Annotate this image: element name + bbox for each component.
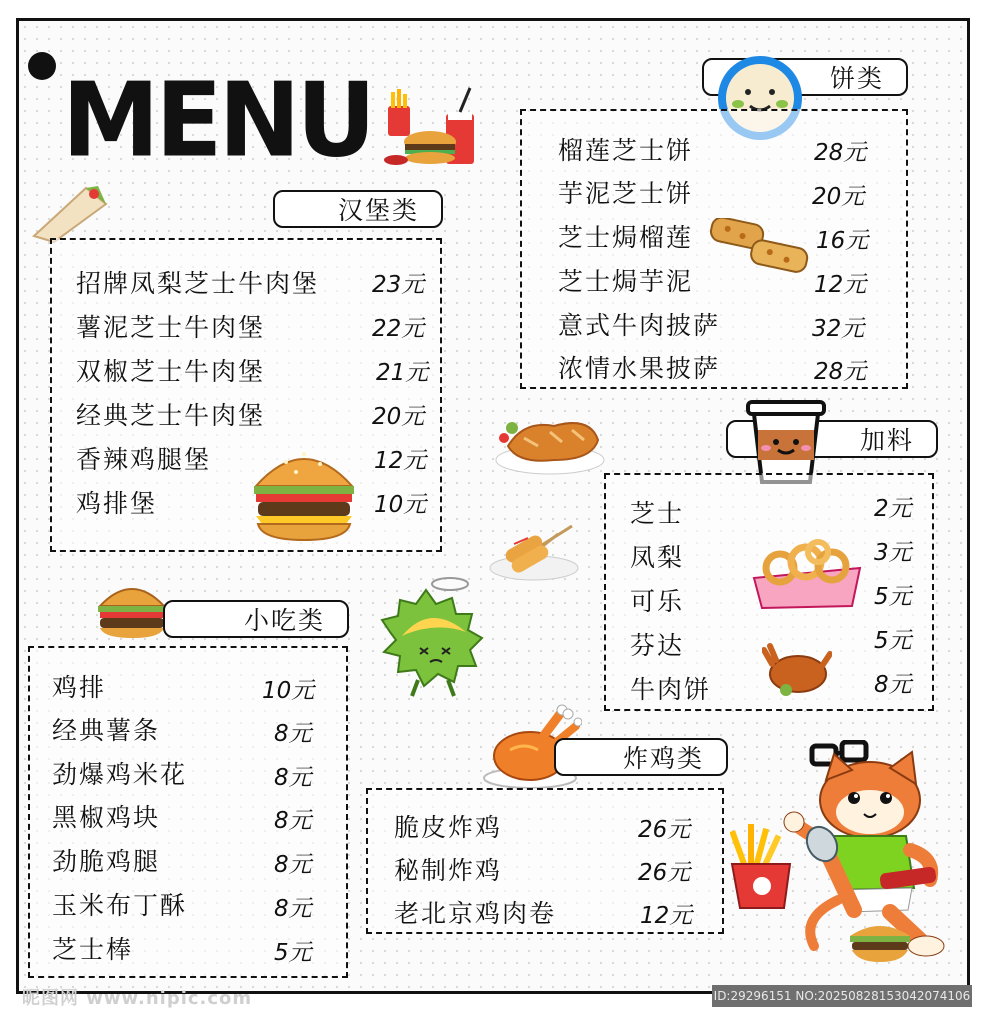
snacks-section-label: 小吃类 — [243, 606, 325, 635]
list-item: 鸡排 — [52, 673, 107, 702]
list-item: 芝士 — [630, 499, 685, 528]
list-item: 浓情水果披萨 — [558, 354, 721, 383]
item-price: 26元 — [638, 860, 691, 886]
extras-section-label: 加料 — [859, 426, 914, 455]
item-price: 23元 — [372, 272, 425, 298]
fried-section-tag — [554, 738, 728, 776]
item-price: 32元 — [812, 316, 865, 342]
watermark-left: 昵图网 www.nipic.com — [22, 988, 253, 1009]
item-price: 10元 — [374, 492, 427, 518]
fried-cutlet-icon — [494, 408, 606, 478]
list-item: 芝士焗榴莲 — [558, 223, 694, 252]
list-item: 劲爆鸡米花 — [52, 760, 188, 789]
list-item: 脆皮炸鸡 — [394, 813, 503, 842]
onion-rings-icon — [752, 538, 862, 610]
item-price: 8元 — [274, 896, 312, 922]
burgers-section-tag — [273, 190, 443, 228]
pies-section-label: 饼类 — [829, 64, 884, 93]
item-price: 8元 — [274, 765, 312, 791]
watermark-right: ID:29296151 NO:20250828153042074106 — [712, 985, 972, 1007]
item-price: 12元 — [814, 272, 867, 298]
fried-section-label: 炸鸡类 — [622, 744, 704, 773]
item-price: 20元 — [372, 404, 425, 430]
item-price: 5元 — [874, 628, 912, 654]
item-price: 10元 — [262, 678, 315, 704]
item-price: 26元 — [638, 817, 691, 843]
item-price: 16元 — [816, 228, 869, 254]
item-price: 20元 — [812, 184, 865, 210]
burgers-section-label: 汉堡类 — [337, 196, 419, 225]
durian-mascot-icon — [370, 572, 502, 704]
item-price: 22元 — [372, 316, 425, 342]
list-item: 黑椒鸡块 — [52, 803, 161, 832]
list-item: 招牌凤梨芝士牛肉堡 — [76, 269, 320, 298]
item-price: 3元 — [874, 540, 912, 566]
list-item: 凤梨 — [630, 543, 685, 572]
title-dot — [28, 52, 56, 80]
list-item: 鸡排堡 — [76, 489, 158, 518]
item-price: 5元 — [274, 940, 312, 966]
list-item: 双椒芝士牛肉堡 — [76, 357, 266, 386]
list-item: 芝士焗芋泥 — [558, 267, 694, 296]
item-price: 8元 — [874, 672, 912, 698]
item-price: 8元 — [274, 852, 312, 878]
list-item: 玉米布丁酥 — [52, 891, 188, 920]
fast-food-combo-icon — [378, 84, 484, 176]
item-price: 12元 — [374, 448, 427, 474]
list-item: 榴莲芝士饼 — [558, 136, 694, 165]
item-price: 5元 — [874, 584, 912, 610]
item-price: 8元 — [274, 721, 312, 747]
list-item: 可乐 — [630, 587, 685, 616]
wrap-roll-icon — [28, 180, 112, 246]
list-item: 经典薯条 — [52, 716, 161, 745]
list-item: 芬达 — [630, 631, 685, 660]
roast-chicken-small-icon — [762, 640, 832, 698]
list-item: 意式牛肉披萨 — [558, 311, 721, 340]
cat-mascot-icon — [730, 740, 962, 980]
item-price: 28元 — [814, 140, 867, 166]
cheese-sticks-icon — [704, 218, 816, 282]
snacks-section-tag — [163, 600, 349, 638]
list-item: 香辣鸡腿堡 — [76, 445, 212, 474]
list-item: 劲脆鸡腿 — [52, 847, 161, 876]
item-price: 21元 — [376, 360, 429, 386]
mini-burger-icon — [96, 576, 168, 640]
item-price: 8元 — [274, 808, 312, 834]
list-item: 老北京鸡肉卷 — [394, 899, 557, 928]
list-item: 秘制炸鸡 — [394, 856, 503, 885]
list-item: 芋泥芝士饼 — [558, 179, 694, 208]
item-price: 12元 — [640, 903, 693, 929]
page-title: MENU — [62, 61, 373, 181]
list-item: 芝士棒 — [52, 935, 134, 964]
item-price: 2元 — [874, 496, 912, 522]
list-item: 薯泥芝士牛肉堡 — [76, 313, 266, 342]
list-item: 经典芝士牛肉堡 — [76, 401, 266, 430]
list-item: 牛肉饼 — [630, 675, 712, 704]
burger-icon — [250, 438, 358, 542]
item-price: 28元 — [814, 359, 867, 385]
